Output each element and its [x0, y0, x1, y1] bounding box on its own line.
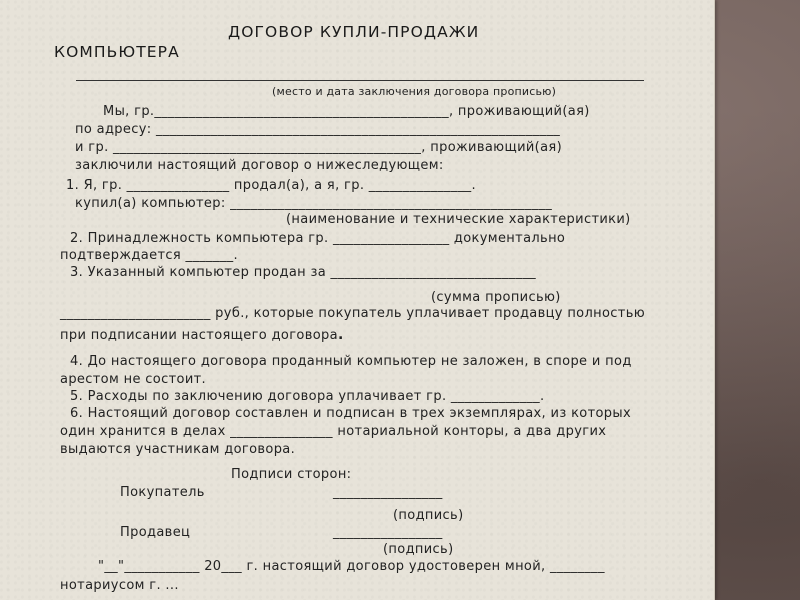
item-1-line-1: 1. Я, гр. _______________ продал(а), а я, гр. _______________. — [66, 178, 477, 193]
buyer-label: Покупатель — [120, 485, 205, 500]
signatures-heading: Подписи сторон: — [231, 467, 352, 482]
item-4-line-2: арестом не состоит. — [60, 372, 207, 387]
item-5-line-1: 5. Расходы по заключению договора уплачивает гр. _____________. — [70, 389, 545, 404]
seller-signature-line: ________________ — [333, 525, 443, 540]
parties-line-2: по адресу: ___________________________________________________________ — [75, 122, 561, 137]
notary-line-1: "__"___________ 20___ г. настоящий договор удостоверен мной, ________ — [98, 559, 605, 574]
parties-line-4: заключили настоящий договор о нижеследующем: — [75, 158, 444, 173]
document-title-continued: КОМПЬЮТЕРА — [54, 43, 180, 61]
item-3-line-3 — [60, 327, 344, 344]
seller-label: Продавец — [120, 525, 191, 540]
place-date-line — [76, 80, 644, 81]
document-title: ДОГОВОР КУПЛИ-ПРОДАЖИ — [228, 23, 480, 41]
parties-line-1: Мы, гр.___________________________________________, проживающий(ая) — [103, 104, 590, 119]
item-3-period: . — [337, 327, 344, 343]
item-2-line-2: подтверждается _______. — [60, 248, 238, 263]
item-3-line-1: 3. Указанный компьютер продан за ______________________________ — [70, 265, 537, 280]
seller-signature-caption: (подпись) — [383, 542, 454, 557]
parties-line-3: и гр. _____________________________________________, проживающий(ая) — [75, 140, 563, 155]
place-date-caption: (место и дата заключения договора прописью) — [272, 85, 557, 98]
item-3-line-3-text: при подписании настоящего договора — [60, 328, 338, 343]
item-2-line-1: 2. Принадлежность компьютера гр. _________________ документально — [70, 231, 566, 246]
item-3-caption: (сумма прописью) — [431, 290, 561, 305]
item-6-line-2: один хранится в делах _______________ нотариальной конторы, а два других — [60, 424, 607, 439]
item-3-line-2: ______________________ руб., которые покупатель уплачивает продавцу полностью — [60, 306, 646, 321]
item-6-line-3: выдаются участникам договора. — [60, 442, 296, 457]
notary-line-2: нотариусом г. ... — [60, 578, 179, 593]
item-6-line-1: 6. Настоящий договор составлен и подписан в трех экземплярах, из которых — [70, 406, 632, 421]
buyer-signature-line: ________________ — [333, 485, 443, 500]
item-4-line-1: 4. До настоящего договора проданный компьютер не заложен, в споре и под — [70, 354, 632, 369]
item-1-line-2: купил(а) компьютер: _______________________________________________ — [75, 196, 553, 211]
buyer-signature-caption: (подпись) — [393, 508, 464, 523]
item-1-caption: (наименование и технические характеристики) — [286, 212, 631, 227]
